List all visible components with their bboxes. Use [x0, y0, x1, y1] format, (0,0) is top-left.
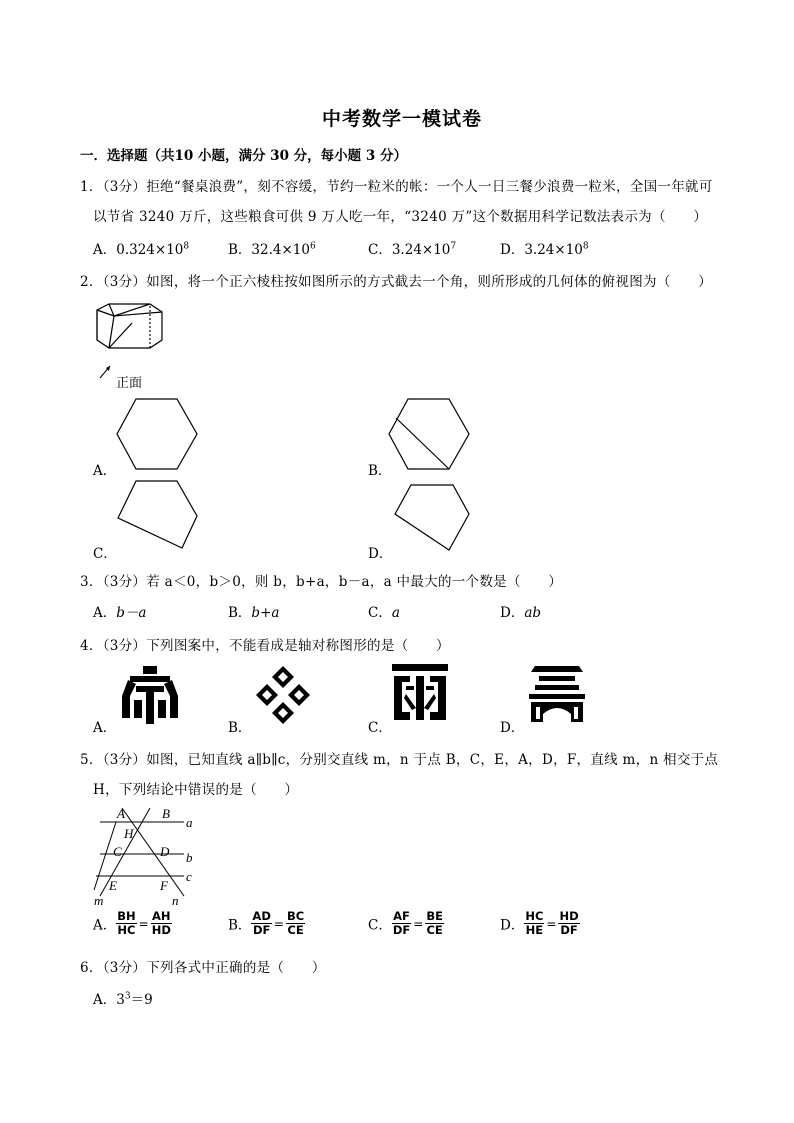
- q3-option-a: A．b－a: [93, 605, 147, 621]
- q5-label-E: E: [109, 878, 117, 893]
- q4-option-a-label: A．: [93, 720, 117, 736]
- q4-option-d-pattern: [527, 664, 587, 724]
- q5-label-A: A: [117, 806, 125, 821]
- q1-option-a: A．$0.324\times 10^8$: [93, 241, 190, 258]
- q5-label-F: F: [160, 878, 168, 893]
- q1-text-line2: 以节省 3240 万斤，这些粮食可供 9 万人吃一年，“3240 万”这个数据用科学记数法表示为（ ）: [93, 209, 708, 225]
- q3-option-b: B．b+a: [228, 605, 280, 621]
- q2-option-d-pentagon: [391, 484, 471, 552]
- q1-option-d: D．$3.24\times 10^8$: [500, 241, 589, 258]
- q2-text: 2．（3分）如图，将一个正六棱柱按如图所示的方式截去一个角，则所形成的几何体的俯视图为（ ）: [80, 274, 713, 290]
- page-title: 中考数学一模试卷: [322, 108, 483, 130]
- q4-option-d-label: D．: [500, 720, 525, 736]
- q5-label-B: B: [162, 806, 170, 821]
- q1-option-c: C．$3.24\times 10^7$: [368, 241, 457, 258]
- q4-text: 4．（3分）下列图案中，不能看成是轴对称图形的是（ ）: [80, 638, 450, 654]
- q4-option-c-pattern: [392, 664, 448, 724]
- q5-label-c: c: [186, 869, 192, 884]
- q5-option-b: B． $\frac{AD}{DF}$ = $\frac{BC}{CE}$: [228, 909, 305, 937]
- q5-text-line1: 5．（3分）如图，已知直线 a∥b∥c，分别交直线 m，n 于点 B，C，E，A，D，F，直线 m，n 相交于点: [80, 752, 719, 768]
- q5-label-a: a: [186, 815, 193, 830]
- q3-option-c: C．a: [368, 605, 400, 621]
- q5-label-H: H: [124, 826, 134, 841]
- q1-text-line1: 1．（3分）拒绝“餐桌浪费”，刻不容缓，节约一粒米的帐：一个人一日三餐少浪费一粒米，全国一年就可: [80, 179, 713, 195]
- q5-option-c: C． $\frac{AF}{DF}$ = $\frac{BE}{CE}$: [368, 909, 443, 937]
- q4-option-b-pattern: [250, 664, 316, 726]
- q2-option-a-label: A．: [93, 463, 117, 479]
- q5-label-n: n: [172, 893, 179, 908]
- q5-text-line2: H，下列结论中错误的是（ ）: [93, 782, 299, 798]
- q5-label-b: b: [186, 850, 193, 865]
- q4-option-a-pattern: [120, 666, 180, 724]
- q3-text: 3．（3分）若 a＜0，b＞0，则 b，b+a，b－a，a 中最大的一个数是（ ）: [80, 574, 563, 590]
- q6-text: 6．（3分）下列各式中正确的是（ ）: [80, 960, 326, 976]
- q2-option-a-hexagon: [116, 398, 198, 470]
- q1-option-b: B．$32.4\times 10^6$: [228, 241, 316, 258]
- q2-front-label: 正面: [116, 376, 143, 391]
- section-heading: 一．选择题（共10 小题，满分 30 分，每小题 3 分）: [80, 148, 407, 164]
- q2-option-c-label: C．: [93, 546, 117, 562]
- q2-option-c-pentagon: [116, 480, 198, 552]
- q5-label-m: m: [94, 893, 104, 908]
- q5-option-a: A． $\frac{BH}{HC}$ = $\frac{AH}{HD}$: [93, 909, 171, 937]
- q6-option-a: A．$3^3=9$: [93, 991, 153, 1008]
- q5-option-d: D． $\frac{HC}{HE}$ = $\frac{HD}{DF}$: [500, 909, 579, 937]
- q2-option-b-hexagon-cut: [388, 398, 470, 470]
- q4-option-b-label: B．: [228, 720, 252, 736]
- q5-label-D: D: [160, 844, 170, 859]
- q3-option-d: D．ab: [500, 605, 542, 621]
- q2-option-b-label: B．: [368, 463, 392, 479]
- q5-label-C: C: [113, 844, 122, 859]
- q4-option-c-label: C．: [368, 720, 392, 736]
- q2-option-d-label: D．: [368, 546, 393, 562]
